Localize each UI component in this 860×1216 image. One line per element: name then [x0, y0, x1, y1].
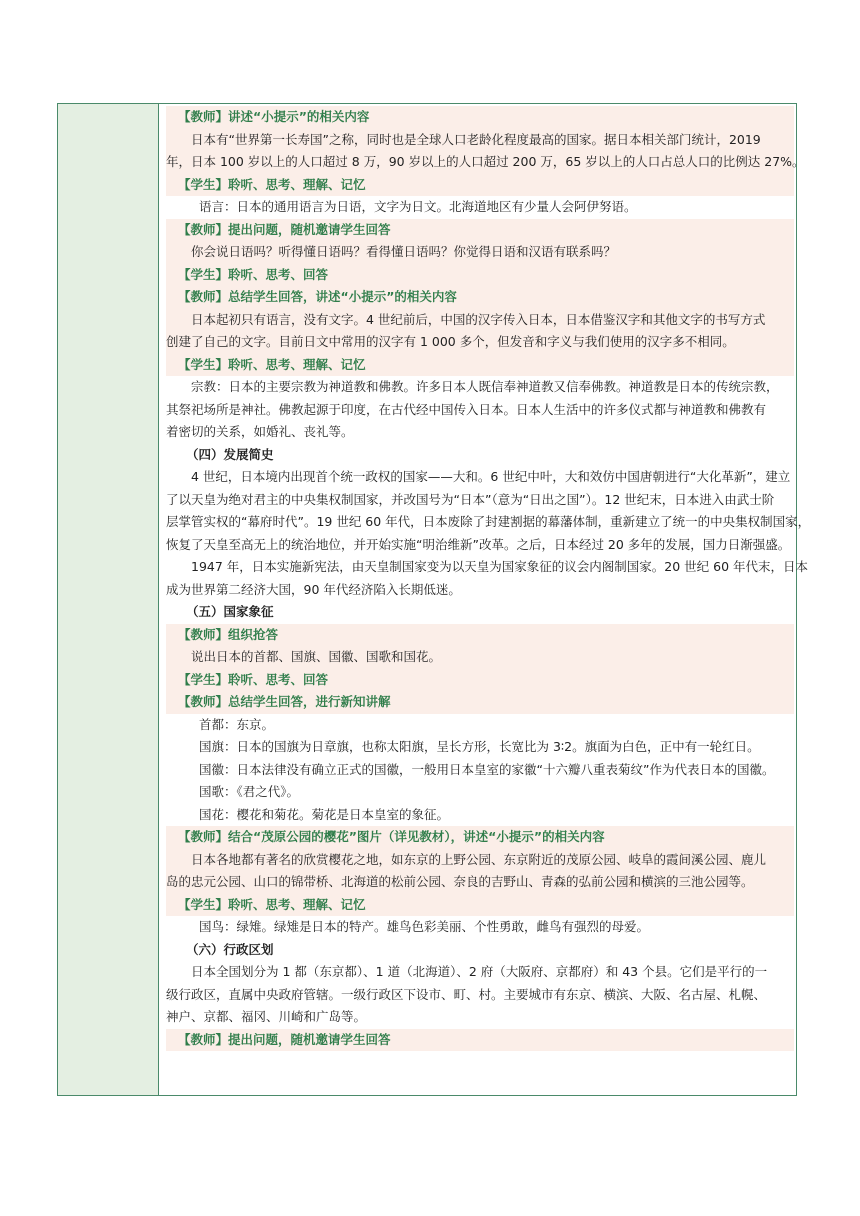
role-tag-line: 【教师】总结学生回答，进行新知讲解 [166, 691, 794, 714]
text-line: 成为世界第二经济大国，90 年代经济陷入长期低迷。 [166, 581, 461, 597]
text-line: 日本全国划分为 1 都（东京都）、1 道（北海道）、2 府（大阪府、京都府）和 43 个县。它们是平行的一 [191, 964, 768, 979]
text-line: 首都：东京。 [199, 716, 275, 732]
role-tag-line: 【学生】聆听、思考、回答 [166, 669, 794, 692]
role-tag-line: 【学生】聆听、思考、理解、记忆 [166, 894, 794, 917]
role-tag-line: 【教师】提出问题，随机邀请学生回答 [166, 219, 794, 242]
text-line: 级行政区，直属中央政府管辖。一级行政区下设市、町、村。主要城市有东京、横滨、大阪、名古屋、札幌、 [166, 986, 767, 1002]
text-line: 国花：樱花和菊花。菊花是日本皇室的象征。 [199, 806, 450, 822]
text-line: 国鸟：绿雉。绿雉是日本的特产。雄鸟色彩美丽、个性勇敢，雌鸟有强烈的母爱。 [199, 919, 650, 934]
text-line: 4 世纪，日本境内出现首个统一政权的国家——大和。6 世纪中叶，大和效仿中国唐朝进行“大化革新”，建立 [191, 469, 791, 484]
text-line: 日本各地都有著名的欣赏樱花之地，如东京的上野公园、东京附近的茂原公园、岐阜的霞间溪公园、鹿儿 [166, 849, 794, 872]
text-line: 语言：日本的通用语言为日语，文字为日文。北海道地区有少量人会阿伊努语。 [199, 199, 637, 214]
section-heading: （六）行政区划 [186, 941, 274, 957]
text-line: 国旗：日本的国旗为日章旗，也称太阳旗，呈长方形，长宽比为 3∶2。旗面为白色，正中有一轮红日。 [199, 739, 760, 754]
role-tag-line: 【教师】提出问题，随机邀请学生回答 [166, 1029, 794, 1052]
text-line: 了以天皇为绝对君主的中央集权制国家，并改国号为“日本”（意为“日出之国”）。12 世纪末，日本进入由武士阶 [166, 491, 775, 507]
role-tag-line: 【教师】结合“茂原公园的樱花”图片（详见教材），讲述“小提示”的相关内容 [166, 826, 794, 849]
section-heading: （五）国家象征 [186, 604, 274, 619]
text-line: 创建了自己的文字。目前日文中常用的汉字有 1 000 多个，但发音和字义与我们使用的汉字多不相同。 [166, 331, 794, 354]
text-line: 其祭祀场所是神社。佛教起源于印度，在古代经中国传入日本。日本人生活中的许多仪式都与神道教和佛教有 [166, 401, 767, 417]
lesson-table [57, 103, 811, 1096]
role-tag-line: 【教师】总结学生回答，讲述“小提示”的相关内容 [166, 286, 794, 309]
text-line: 国歌：《君之代》。 [199, 784, 300, 799]
text-line: 神户、京都、福冈、川崎和广岛等。 [166, 1009, 367, 1024]
text-line: 层掌管实权的“幕府时代”。19 世纪 60 年代，日本废除了封建割据的幕藩体制，重新建立了统一的中央集权制国家， [166, 514, 811, 529]
table-left-column [58, 104, 159, 1095]
text-line: 你会说日语吗？听得懂日语吗？看得懂日语吗？你觉得日语和汉语有联系吗？ [166, 241, 794, 264]
text-line: 说出日本的首都、国旗、国徽、国歌和国花。 [166, 646, 794, 669]
role-tag-line: 【学生】聆听、思考、理解、记忆 [166, 354, 794, 377]
table-content-cell [166, 106, 811, 1051]
role-tag-line: 【教师】组织抢答 [166, 624, 794, 647]
text-line: 着密切的关系，如婚礼、丧礼等。 [166, 424, 354, 439]
text-line: 岛的忠元公园、山口的锦带桥、北海道的松前公园、奈良的吉野山、青森的弘前公园和横滨的三池公园等。 [166, 871, 794, 894]
role-tag-line: 【学生】聆听、思考、理解、记忆 [166, 174, 794, 197]
text-line: 1947 年，日本实施新宪法，由天皇制国家变为以天皇为国家象征的议会内阁制国家。20 世纪 60 年代末，日本 [191, 559, 809, 574]
role-tag-line: 【学生】聆听、思考、回答 [166, 264, 794, 287]
text-line: 日本起初只有语言，没有文字。4 世纪前后，中国的汉字传入日本，日本借鉴汉字和其他文字的书写方式 [166, 309, 794, 332]
section-heading: （四）发展简史 [186, 446, 274, 462]
text-line: 恢复了天皇至高无上的统治地位，并开始实施“明治维新”改革。之后，日本经过 20 多年的发展，国力日渐强盛。 [166, 536, 791, 552]
role-tag-line: 【教师】讲述“小提示”的相关内容 [166, 106, 794, 129]
text-line: 国徽：日本法律没有确立正式的国徽，一般用日本皇室的家徽“十六瓣八重表菊纹”作为代表日本的国徽。 [199, 761, 775, 777]
text-line: 年，日本 100 岁以上的人口超过 8 万，90 岁以上的人口超过 200 万，65 岁以上的人口占总人口的比例达 27%。 [166, 151, 794, 174]
text-line: 宗教：日本的主要宗教为神道教和佛教。许多日本人既信奉神道教又信奉佛教。神道教是日本的传统宗教， [191, 379, 779, 394]
text-line: 日本有“世界第一长寿国”之称，同时也是全球人口老龄化程度最高的国家。据日本相关部门统计，2019 [166, 129, 794, 152]
